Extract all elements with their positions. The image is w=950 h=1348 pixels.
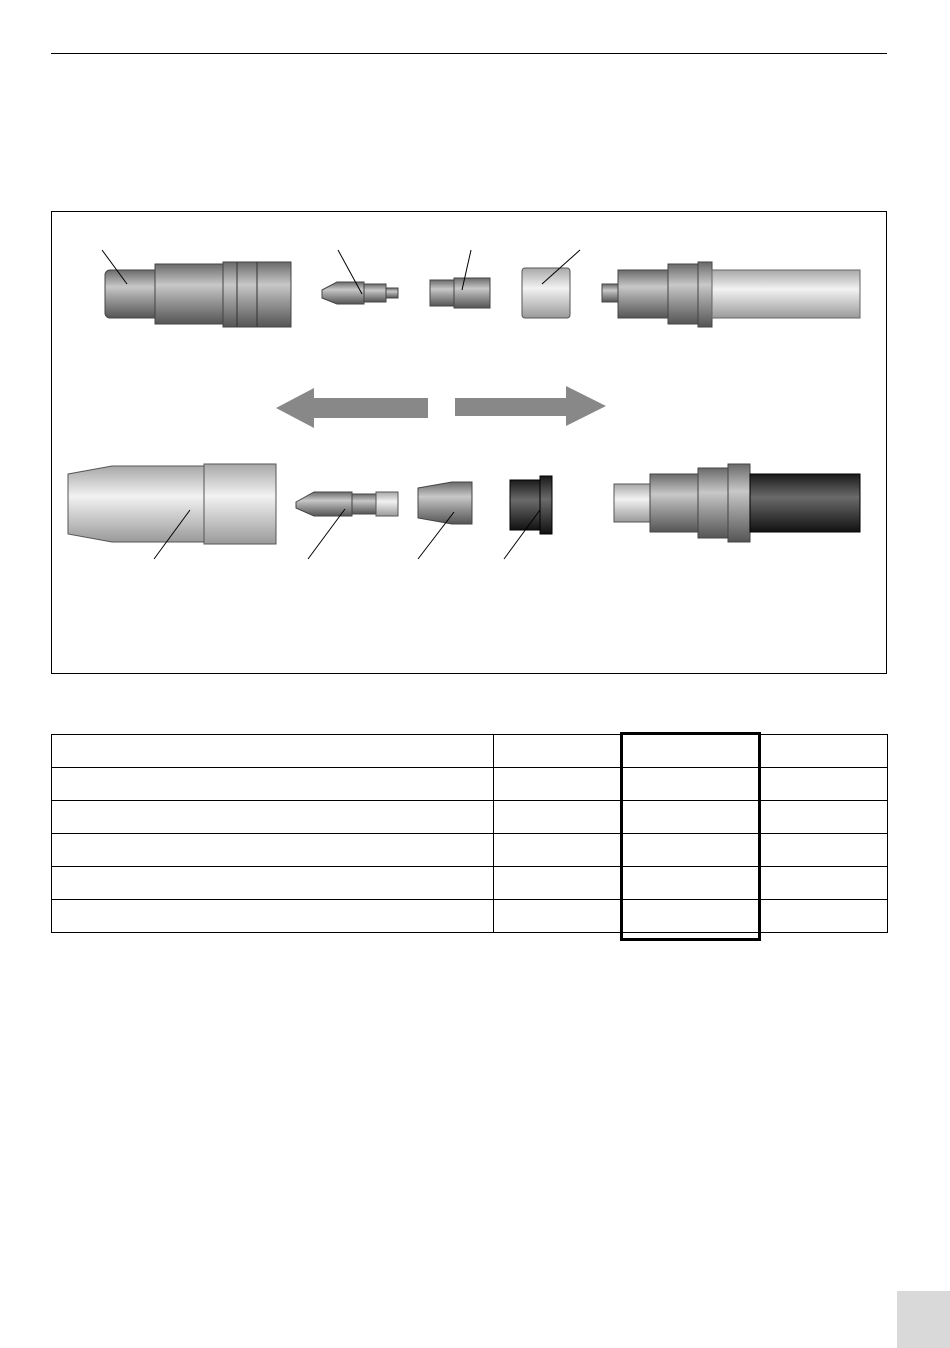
- table-cell: [52, 867, 494, 900]
- table-cell: [52, 834, 494, 867]
- table-cell: [760, 768, 888, 801]
- table-cell: [760, 900, 888, 933]
- table-cell: [52, 735, 494, 768]
- table-cell: [494, 735, 622, 768]
- table-row: [52, 735, 888, 768]
- table-cell: [52, 768, 494, 801]
- bottom-contact-tip: [296, 492, 398, 516]
- torch-components-figure: [51, 211, 887, 674]
- table-row: [52, 867, 888, 900]
- table-cell: [760, 834, 888, 867]
- table-cell: [494, 768, 622, 801]
- top-contact-tip: [322, 282, 398, 304]
- table-cell: [494, 867, 622, 900]
- table-row: [52, 834, 888, 867]
- arrow-right-shape: [455, 386, 606, 426]
- table-cell: [494, 801, 622, 834]
- header-rule: [51, 53, 887, 54]
- table-cell: [760, 735, 888, 768]
- table-cell: [494, 900, 622, 933]
- page-tab: [897, 1291, 950, 1348]
- table-cell: [52, 900, 494, 933]
- bottom-gas-diffuser: [510, 476, 552, 534]
- table-cell: [494, 834, 622, 867]
- table-cell: [760, 867, 888, 900]
- table-cell: [760, 801, 888, 834]
- arrow-left-shape: [276, 388, 428, 428]
- table-cell: [52, 801, 494, 834]
- bottom-torch-neck: [614, 464, 860, 542]
- top-insulating-sleeve: [522, 268, 570, 318]
- parts-table: [51, 734, 888, 933]
- table-row: [52, 900, 888, 933]
- top-tip-holder: [430, 278, 490, 308]
- top-torch-neck: [602, 262, 860, 327]
- bottom-gas-nozzle: [68, 464, 276, 544]
- bottom-tip-holder: [418, 482, 472, 524]
- torch-components-drawing: [52, 212, 886, 673]
- table-row: [52, 801, 888, 834]
- table-row: [52, 768, 888, 801]
- highlighted-column-box: [620, 732, 761, 941]
- top-gas-nozzle: [105, 262, 291, 327]
